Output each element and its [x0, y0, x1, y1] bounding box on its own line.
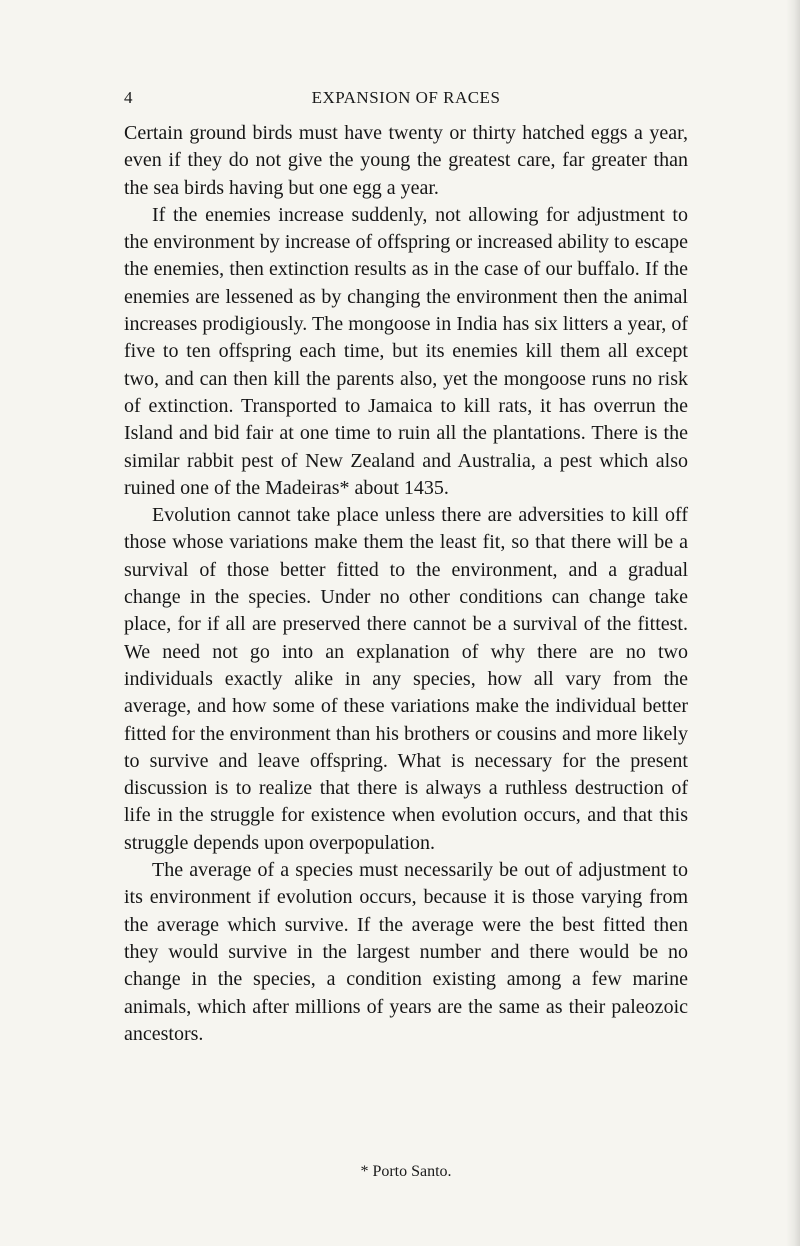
- paragraph-4: The average of a species must necessarily be out of adjustment to its environment if evolution occurs, because it is those varying from the average which survive. If the average were the best fitted then they would survive in the largest number and there would be no change in the species, a condition existing among a few marine animals, which after millions of years are the same as their paleozoic ancestors.: [124, 859, 688, 1045]
- body-text: [124, 120, 688, 1048]
- page-number: 4: [124, 88, 133, 107]
- paragraph-3: Evolution cannot take place unless there are adversities to kill off those whose variations make them the least fit, so that there will be a survival of those better fitted to the environment, and a gradual change in the species. Under no other conditions can change take place, for if all are preserved there cannot be a survival of the fittest. We need not go into an explanation of why there are no two individuals exactly alike in any species, how all vary from the average, and how some of these variations make the individual better fitted for the environment than his brothers or cousins and more likely to survive and leave offspring. What is necessary for the present discussion is to realize that there is always a ruthless destruction of life in the struggle for existence when evolution occurs, and that this struggle depends upon overpopulation.: [124, 504, 688, 854]
- page-edge-shadow: [786, 0, 800, 1246]
- paragraph-2: If the enemies increase suddenly, not allowing for adjustment to the environment by increase of offspring or increased ability to escape the enemies, then extinction results as in the case of our buffalo. If the enemies are lessened as by changing the environment then the animal increases prodigiously. The mongoose in India has six litters a year, of five to ten offspring each time, but its enemies kill them all except two, and can then kill the parents also, yet the mongoose runs no risk of extinction. Transported to Jamaica to kill rats, it has overrun the Island and bid fair at one time to ruin all the plantations. There is the similar rabbit pest of New Zealand and Australia, a pest which also ruined one of the Madeiras* about 1435.: [124, 203, 688, 499]
- paragraph-1: Certain ground birds must have twenty or thirty hatched eggs a year, even if they do not give the young the greatest care, far greater than the sea birds having but one egg a year.: [124, 122, 688, 199]
- footnote: * Porto Santo.: [360, 1163, 452, 1180]
- running-title: EXPANSION OF RACES: [311, 88, 501, 107]
- running-head: [124, 88, 688, 112]
